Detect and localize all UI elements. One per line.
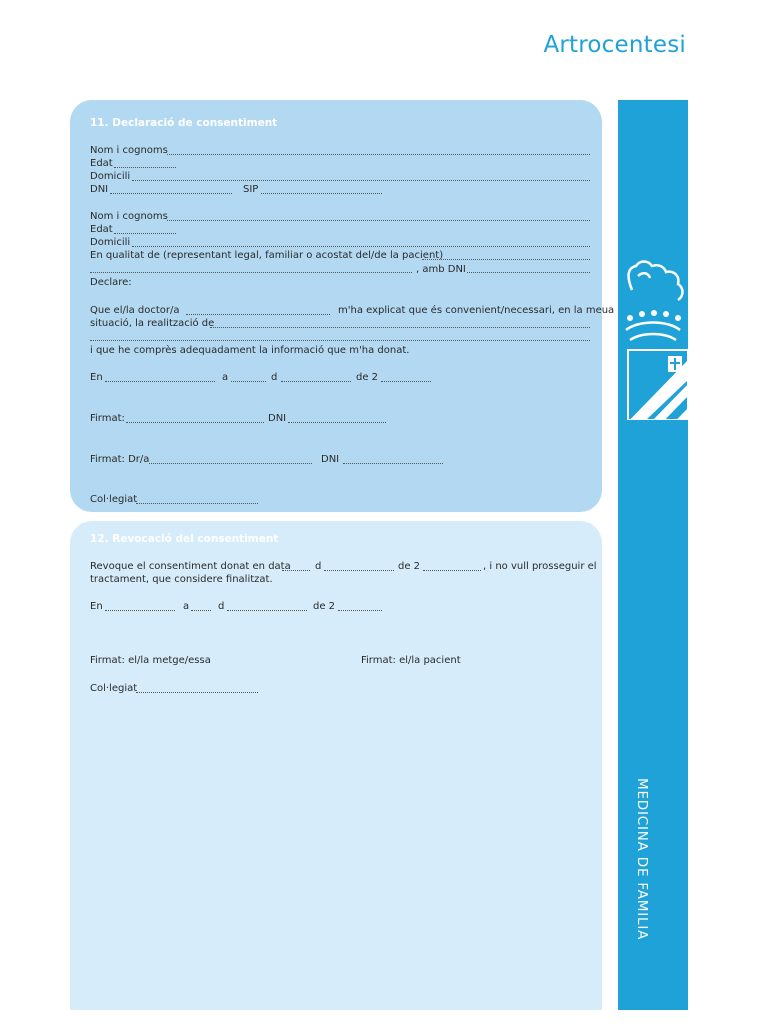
label-nom: Nom i cognoms bbox=[90, 145, 168, 156]
field-amb-dni[interactable] bbox=[467, 272, 590, 273]
label-collegiat: Col·legiat bbox=[90, 494, 138, 505]
text-no-vull: , i no vull prosseguir el bbox=[483, 561, 597, 572]
revocation-panel bbox=[70, 521, 602, 1010]
field-de2[interactable] bbox=[381, 381, 431, 382]
field-sip[interactable] bbox=[261, 193, 382, 194]
field-rev-de2b[interactable] bbox=[338, 610, 382, 611]
field-firmat[interactable] bbox=[126, 422, 264, 423]
label-rev-d: d bbox=[315, 561, 322, 572]
coat-of-arms-icon bbox=[618, 180, 688, 420]
field-d[interactable] bbox=[281, 381, 351, 382]
field-rev-de2[interactable] bbox=[423, 570, 481, 571]
label-rev-de2b: de 2 bbox=[313, 601, 336, 612]
text-situacio: situació, la realització de bbox=[90, 318, 215, 329]
field-edat-2[interactable] bbox=[114, 233, 176, 234]
field-qualitat-2[interactable] bbox=[90, 272, 412, 273]
label-rev-en: En bbox=[90, 601, 103, 612]
label-rev-collegiat: Col·legiat bbox=[90, 683, 138, 694]
label-d: d bbox=[271, 372, 278, 383]
field-doctor[interactable] bbox=[186, 314, 330, 315]
label-de2: de 2 bbox=[356, 372, 379, 383]
label-en: En bbox=[90, 372, 103, 383]
field-nom-2[interactable] bbox=[167, 220, 590, 221]
field-dni-firmat[interactable] bbox=[288, 422, 386, 423]
section-12-heading: 12. Revocació del consentiment bbox=[90, 533, 279, 545]
field-domicili-2[interactable] bbox=[132, 246, 590, 247]
text-revoque: Revoque el consentiment donat en data bbox=[90, 561, 291, 572]
label-rev-de2: de 2 bbox=[398, 561, 421, 572]
field-rev-a[interactable] bbox=[191, 610, 211, 611]
text-explicat: m'ha explicat que és convenient/necessari, en la meua bbox=[338, 305, 615, 316]
field-rev-en[interactable] bbox=[105, 610, 175, 611]
label-firmat-pacient: Firmat: el/la pacient bbox=[361, 655, 461, 666]
label-que-doctor: Que el/la doctor/a bbox=[90, 305, 180, 316]
label-nom-2: Nom i cognoms bbox=[90, 211, 168, 222]
field-edat[interactable] bbox=[114, 167, 176, 168]
text-compres: i que he comprès adequadament la informació que m'ha donat. bbox=[90, 345, 410, 356]
field-a[interactable] bbox=[231, 381, 266, 382]
field-realitzacio-2[interactable] bbox=[90, 340, 590, 341]
label-qualitat: En qualitat de (representant legal, familiar o acostat del/de la pacient) bbox=[90, 250, 444, 261]
label-domicili: Domicili bbox=[90, 171, 131, 182]
field-dni[interactable] bbox=[110, 193, 232, 194]
section-11-heading: 11. Declaració de consentiment bbox=[90, 117, 278, 129]
label-edat-2: Edat bbox=[90, 224, 113, 235]
field-firmat-dr[interactable] bbox=[149, 463, 312, 464]
field-rev-d[interactable] bbox=[324, 570, 394, 571]
label-amb-dni: , amb DNI bbox=[416, 264, 466, 275]
label-rev-a: a bbox=[183, 601, 190, 612]
field-en[interactable] bbox=[105, 381, 215, 382]
label-declare: Declare: bbox=[90, 277, 132, 288]
side-band bbox=[618, 100, 688, 1010]
label-dni: DNI bbox=[90, 184, 109, 195]
label-firmat-metge: Firmat: el/la metge/essa bbox=[90, 655, 211, 666]
label-a: a bbox=[222, 372, 229, 383]
label-sip: SIP bbox=[243, 184, 259, 195]
label-domicili-2: Domicili bbox=[90, 237, 131, 248]
field-nom[interactable] bbox=[167, 154, 590, 155]
label-rev-d2: d bbox=[218, 601, 225, 612]
field-collegiat[interactable] bbox=[136, 503, 258, 504]
field-qualitat[interactable] bbox=[422, 259, 590, 260]
field-revoque-data[interactable] bbox=[282, 570, 310, 571]
document-title: Artrocentesi bbox=[543, 32, 686, 58]
text-tractament: tractament, que considere finalitzat. bbox=[90, 574, 273, 585]
field-domicili[interactable] bbox=[132, 180, 590, 181]
label-firmat: Firmat: bbox=[90, 413, 125, 424]
field-dni-dr[interactable] bbox=[343, 463, 443, 464]
field-rev-collegiat[interactable] bbox=[136, 692, 258, 693]
side-label: MEDICINA DE FAMILIA bbox=[634, 778, 650, 941]
label-dni-dr: DNI bbox=[321, 454, 340, 465]
label-edat: Edat bbox=[90, 158, 113, 169]
label-dni-firmat: DNI bbox=[268, 413, 287, 424]
label-firmat-dr: Firmat: Dr/a bbox=[90, 454, 150, 465]
field-rev-d2[interactable] bbox=[227, 610, 307, 611]
field-realitzacio[interactable] bbox=[210, 327, 590, 328]
